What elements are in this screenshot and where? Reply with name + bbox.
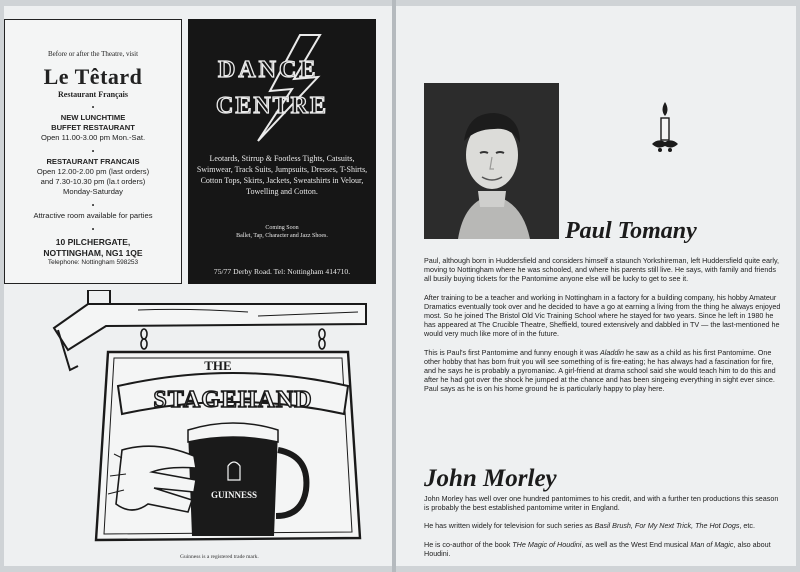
banner-stagehand: STAGEHAND xyxy=(153,387,313,413)
coming-soon xyxy=(196,224,368,240)
sign-chains xyxy=(141,329,325,349)
bio-paragraph: He is co-author of the book THe Magic of Houdini, as well as the West End musical Man of Magic, also about Houdini. xyxy=(424,539,771,558)
dance-centre-advert xyxy=(188,19,376,284)
lunchtime-block xyxy=(5,113,181,143)
restaurant-line: Monday-Saturday xyxy=(63,187,123,196)
lunch-line: Open 11.00-3.00 pm Mon.-Sat. xyxy=(40,133,146,142)
lunch-line: NEW LUNCHTIME xyxy=(60,113,126,122)
bullet: • xyxy=(91,103,95,112)
restaurant-line: RESTAURANT FRANCAIS xyxy=(46,157,140,166)
bullet: • xyxy=(91,201,95,210)
address-line1: 10 PILCHERGATE, xyxy=(55,237,131,247)
lunch-line: BUFFET RESTAURANT xyxy=(51,123,135,132)
le-tetard-advert xyxy=(4,19,182,284)
telephone: Telephone: Nottingham 598253 xyxy=(47,259,139,266)
restaurant-line: and 7.30-10.30 pm (la.t orders) xyxy=(40,177,146,186)
coming-soon-label: Coming Soon xyxy=(265,225,299,231)
dance-centre-logo xyxy=(208,33,358,143)
product-list: Leotards, Stirrup & Footless Tights, Catsuits, Swimwear, Track Suits, Jumpsuits, Dresses, T-Shirts, Cotton Tops, Skirts, Jackets, Sweatshirts in Velour, Towelling and Cotton. xyxy=(196,154,368,196)
candle-icon xyxy=(648,100,682,156)
banner-the: THE xyxy=(204,358,232,373)
bullet: • xyxy=(91,225,95,234)
bio-paragraph: He has written widely for television for such series as Basil Brush, For My Next Trick, The Hot Dogs, etc. xyxy=(424,521,756,531)
logo-word-centre: CENTRE xyxy=(216,93,329,119)
bio-paragraph: Paul, although born in Huddersfield and considers himself a staunch Yorkshireman, left Huddersfield quite early, moving to Nottingham where he was schooled, and where his parents still live. He says, with family and friends all busily buying tickets for the Pantomime anyone else will be lucky to get to see it. xyxy=(424,256,780,284)
logo-word-dance: DANCE xyxy=(218,57,319,83)
restaurant-subtitle: Restaurant Français xyxy=(58,90,128,99)
portrait-photo xyxy=(424,83,559,239)
bio-paragraph: John Morley has well over one hundred pantomimes to his credit, and with a further ten productions this season is probably the best established pantomime writer in England. xyxy=(424,494,779,513)
actor-name-paul: Paul Tomany xyxy=(565,218,697,244)
restaurant-name: Le Têtard xyxy=(43,64,143,89)
bio-paragraph: After training to be a teacher and working in Nottingham in a factory for a building company, his hobby Amateur Dramatics eventually took over and he decided to have a go at earning a living from the thing he always enjoyed most. So he joined The Bristol Old Vic Training School where he stayed for two years. Since he left in 1980 he has appeared at The Crucible Theatre, Sheffield, toured extensively and dabbled in TV — the last-mentioned he would very much like more of in the future. xyxy=(424,292,781,339)
advert-intro: Before or after the Theatre, visit xyxy=(47,50,139,58)
restaurant-block xyxy=(5,157,181,197)
actor-portrait xyxy=(424,83,559,239)
sign-caption: Guinness is a registered trade mark. xyxy=(180,554,259,560)
dance-address: 75/77 Derby Road. Tel: Nottingham 414710. xyxy=(213,267,351,276)
stagehand-pub-sign xyxy=(48,290,378,550)
lightning-bolt-icon xyxy=(258,35,320,141)
actor-name-john: John Morley xyxy=(424,465,557,492)
john-biography xyxy=(424,494,784,567)
hand-drawing xyxy=(108,446,196,512)
bio-paragraph: This is Paul's first Pantomime and funny enough it was Aladdin he saw as a child as his first Pantomime. One other hobby that has born fruit you will see something of is fire-eating; he has always had a fascination for fire, and he says he is probably a pyromaniac. A girl-friend at drama school said she would teach him to do this and after he had got over the shock he jumped at the chance and has been singeing everything in sight ever since. Paul says as he is on his home ground he is particularly happy to play here. xyxy=(424,347,776,394)
parties-text: Attractive room available for parties xyxy=(33,211,153,220)
bullet: • xyxy=(91,147,95,156)
guinness-label: GUINNESS xyxy=(210,490,258,500)
paul-biography xyxy=(424,256,784,403)
shoes-line: Ballet, Tap, Character and Jazz Shoes. xyxy=(236,233,328,239)
restaurant-line: Open 12.00-2.00 pm (last orders) xyxy=(36,167,150,176)
address-line2: NOTTINGHAM, NG1 1QE xyxy=(43,248,143,258)
